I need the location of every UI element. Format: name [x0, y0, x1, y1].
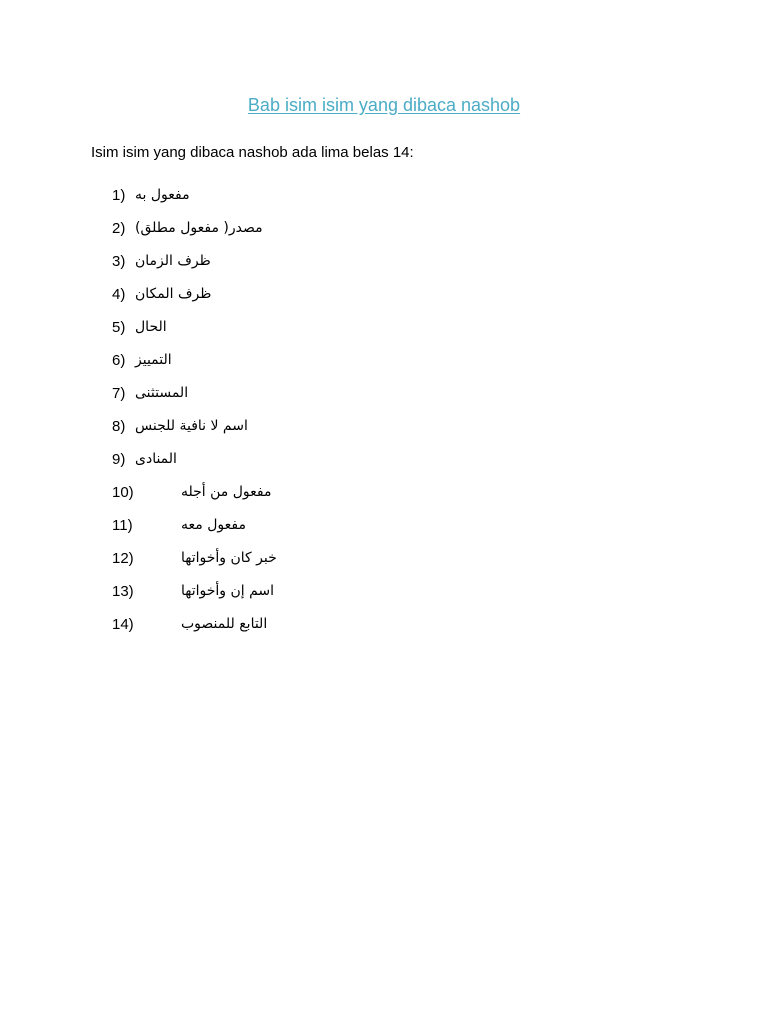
item-arabic-text: الحال — [135, 319, 167, 335]
item-arabic-text: مفعول معه — [181, 517, 246, 533]
list-item — [0, 280, 768, 313]
item-arabic-text: التابع للمنصوب — [181, 616, 268, 632]
list-item — [0, 544, 768, 577]
item-number: 2) — [112, 220, 126, 237]
list-item — [0, 181, 768, 214]
list-item — [0, 379, 768, 412]
list-item — [0, 445, 768, 478]
item-number: 8) — [112, 418, 126, 435]
item-number: 5) — [112, 319, 126, 336]
item-number: 12) — [112, 550, 134, 567]
list-item — [0, 412, 768, 445]
item-arabic-text: اسم إن وأخواتها — [181, 583, 275, 599]
item-number: 7) — [112, 385, 126, 402]
item-number: 14) — [112, 616, 134, 633]
item-arabic-text: ظرف الزمان — [135, 253, 211, 269]
item-arabic-text: التمييز — [135, 352, 172, 368]
item-number: 3) — [112, 253, 126, 270]
item-arabic-text: المستثنى — [135, 385, 189, 401]
nashob-list — [0, 181, 768, 643]
list-item — [0, 511, 768, 544]
list-item — [0, 313, 768, 346]
list-item — [0, 478, 768, 511]
list-item — [0, 346, 768, 379]
item-number: 4) — [112, 286, 126, 303]
item-number: 6) — [112, 352, 126, 369]
item-arabic-text: اسم لا نافية للجنس — [135, 418, 248, 434]
list-item — [0, 214, 768, 247]
item-number: 11) — [112, 517, 133, 534]
intro-text: Isim isim yang dibaca nashob ada lima belas 14: — [91, 144, 414, 161]
item-arabic-text: المنادى — [135, 451, 177, 467]
item-arabic-text: مفعول من أجله — [181, 484, 272, 500]
item-arabic-text: ظرف المكان — [135, 286, 212, 302]
item-number: 9) — [112, 451, 126, 468]
list-item — [0, 610, 768, 643]
item-arabic-text: مفعول به — [135, 187, 190, 203]
item-number: 10) — [112, 484, 134, 501]
list-item — [0, 577, 768, 610]
item-number: 1) — [112, 187, 126, 204]
document-title: Bab isim isim yang dibaca nashob — [247, 95, 521, 115]
list-item — [0, 247, 768, 280]
item-arabic-text: خبر كان وأخواتها — [181, 550, 277, 566]
item-arabic-text: مصدر( مفعول مطلق) — [135, 220, 263, 236]
item-number: 13) — [112, 583, 134, 600]
